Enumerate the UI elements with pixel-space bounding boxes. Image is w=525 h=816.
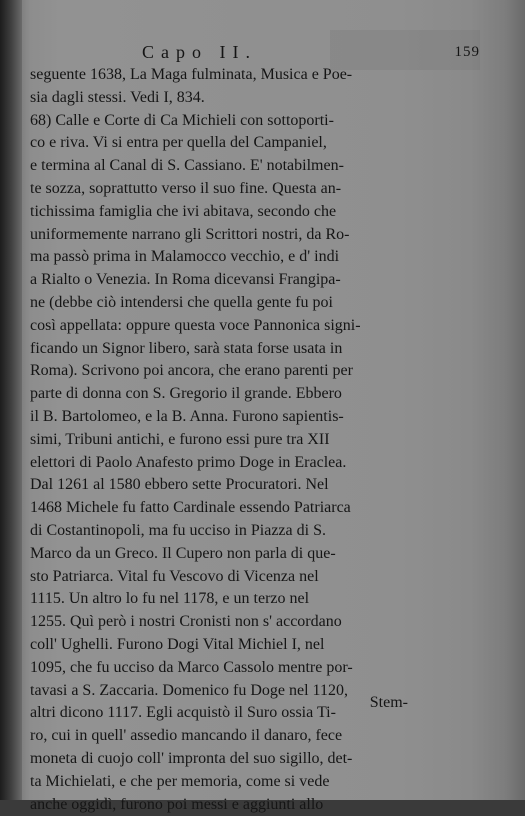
text-line: seguente 1638, La Maga fulminata, Musica e Poe- [30,64,492,87]
text-line: parte di donna con S. Gregorio il grande. Ebbero [30,383,492,406]
body-text [30,64,492,816]
text-line: simi, Tribuni antichi, e furono essi pure tra XII [30,429,492,452]
page-number: 159 [455,44,481,61]
text-line: 68) Calle e Corte di Ca Michieli con sottoporti- [30,110,492,133]
text-line: Roma). Scrivono poi ancora, che erano parenti per [30,360,492,383]
text-line: 1095, che fu ucciso da Marco Cassolo mentre por- [30,657,492,680]
text-line: 1115. Un altro lo fu nel 1178, e un terzo nel [30,588,492,611]
text-line: Marco da un Greco. Il Cupero non parla di que- [30,543,492,566]
book-spine-shadow [0,0,22,800]
text-line: così appellata: oppure questa voce Pannonica signi- [30,315,492,338]
text-line: il B. Bartolomeo, e la B. Anna. Furono sapientis- [30,406,492,429]
page-body [30,34,500,774]
text-line: a Rialto o Venezia. In Roma dicevansi Frangipa- [30,269,492,292]
text-line: 1468 Michele fu fatto Cardinale essendo Patriarca [30,497,492,520]
text-line: altri dicono 1117. Egli acquistò il Suro ossia Ti- [30,702,492,725]
text-line: tavasi a S. Zaccaria. Domenico fu Doge nel 1120, [30,680,492,703]
text-line: tichissima famiglia che ivi abitava, secondo che [30,201,492,224]
text-line: Dal 1261 al 1580 ebbero sette Procuratori. Nel [30,474,492,497]
text-line: co e riva. Vi si entra per quella del Campaniel, [30,132,492,155]
page-header [30,42,500,66]
text-line: e termina al Canal di S. Cassiano. E' notabilmen- [30,155,492,178]
text-line: sto Patriarca. Vital fu Vescovo di Vicenza nel [30,566,492,589]
text-line: moneta di cuojo coll' impronta del suo sigillo, det- [30,748,492,771]
text-line: elettori di Paolo Anafesto primo Doge in Eraclea. [30,452,492,475]
text-line: ta Michielati, e che per memoria, come si vede [30,771,492,794]
text-line: ficando un Signor libero, sarà stata forse usata in [30,338,492,361]
text-line: coll' Ughelli. Furono Dogi Vital Michiel I, nel [30,634,492,657]
text-line: di Costantinopoli, ma fu ucciso in Piazza di S. [30,520,492,543]
running-title: Capo II. [142,42,257,63]
text-line: ro, cui in quell' assedio mancando il danaro, fece [30,725,492,748]
text-line: sia dagli stessi. Vedi I, 834. [30,87,492,110]
text-line: te sozza, soprattutto verso il suo fine. Questa an- [30,178,492,201]
text-line: ne (debbe ciò intendersi che quella gente fu poi [30,292,492,315]
text-line: 1255. Quì però i nostri Cronisti non s' accordano [30,611,492,634]
catchword: Stem- [370,694,408,712]
text-line: ma passò prima in Malamocco vecchio, e d' indi [30,246,492,269]
text-line: uniformemente narrano gli Scrittori nostri, da Ro- [30,224,492,247]
text-line: anche oggidì, furono poi messi e aggiunti allo [30,794,492,816]
